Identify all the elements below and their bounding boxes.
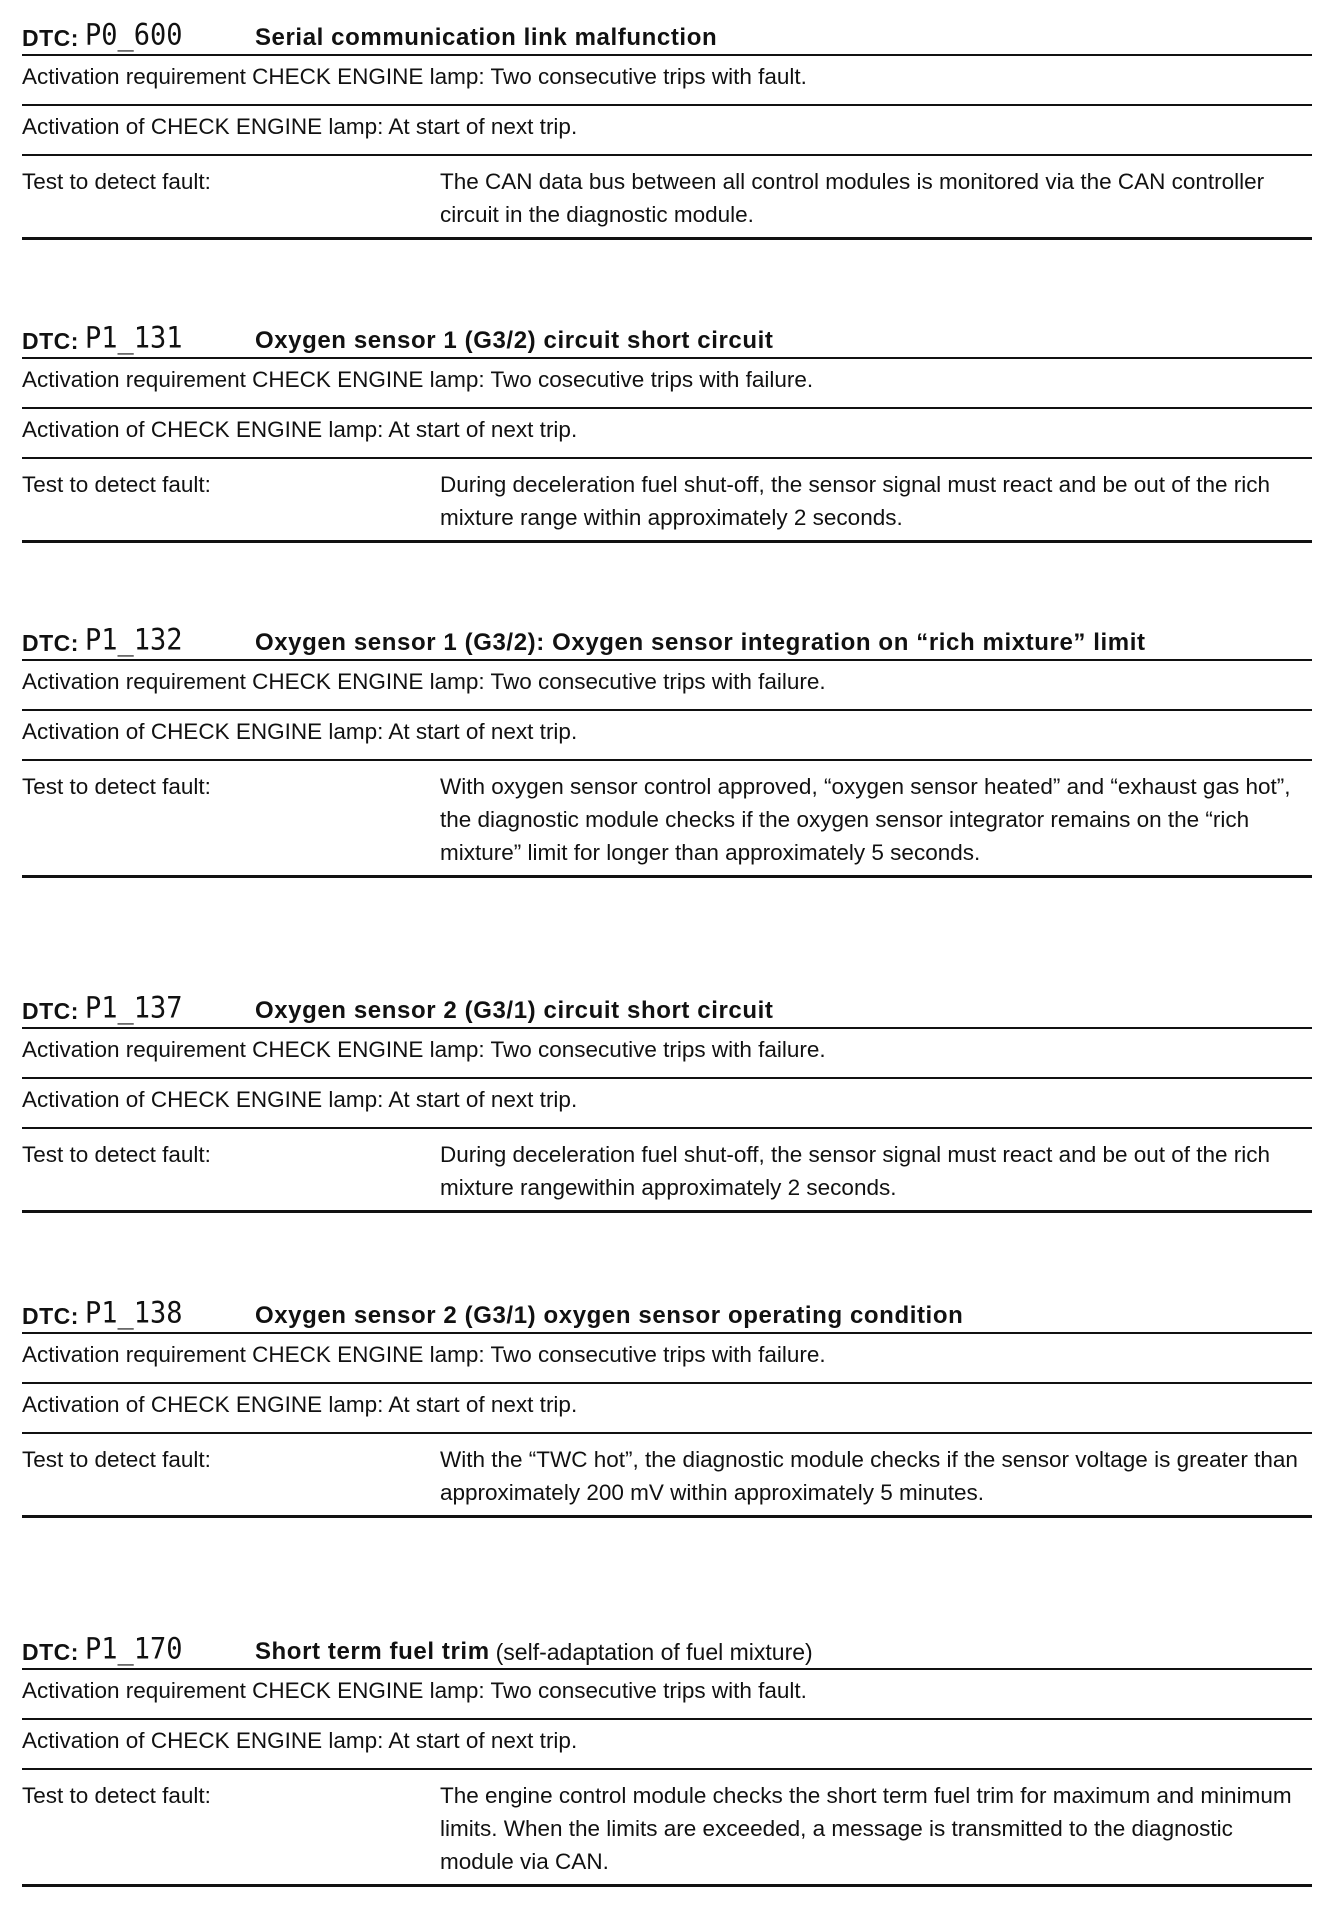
test-text: With oxygen sensor control approved, “oxygen sensor heated” and “exhaust gas hot”, the diagnostic module checks if the oxygen sensor integrator remains on the “rich mixture” limit for longer than approximately 5 seconds. [440,774,1291,865]
dtc-code: P1_131 [84,320,183,355]
dtc-label: DTC: [22,998,79,1024]
test-row [22,1129,1312,1213]
test-label: Test to detect fault: [22,1783,211,1808]
activation-requirement: Activation requirement CHECK ENGINE lamp: Two cosecutive trips with failure. [22,359,1312,409]
test-label: Test to detect fault: [22,1447,211,1472]
test-label: Test to detect fault: [22,1142,211,1167]
test-label: Test to detect fault: [22,472,211,497]
dtc-label: DTC: [22,1303,79,1329]
dtc-label: DTC: [22,630,79,656]
dtc-title: Oxygen sensor 1 (G3/2): Oxygen sensor integration on “rich mixture” limit [254,629,1146,656]
dtc-block [22,14,1312,240]
dtc-code: P0_600 [84,17,183,52]
dtc-label: DTC: [22,328,79,354]
dtc-header [22,619,1312,661]
test-text: During deceleration fuel shut-off, the sensor signal must react and be out of the rich mixture range within approximately 2 seconds. [440,472,1271,530]
dtc-title: Oxygen sensor 2 (G3/1) circuit short circuit [254,997,774,1024]
activation-requirement: Activation requirement CHECK ENGINE lamp: Two consecutive trips with failure. [22,661,1312,711]
dtc-header [22,14,1312,56]
dtc-title: Serial communication link malfunction [254,24,718,51]
test-row [22,1770,1312,1887]
dtc-header [22,317,1312,359]
dtc-title: Oxygen sensor 2 (G3/1) oxygen sensor operating condition [254,1302,964,1329]
dtc-block [22,619,1312,878]
dtc-header [22,1292,1312,1334]
dtc-code: P1_170 [84,1631,183,1666]
test-row [22,1434,1312,1518]
dtc-label: DTC: [22,25,79,51]
test-text: With the “TWC hot”, the diagnostic module checks if the sensor voltage is greater than approximately 200 mV within approximately 5 minutes. [440,1447,1298,1505]
dtc-header [22,987,1312,1029]
dtc-code: P1_137 [84,990,183,1025]
dtc-code: P1_132 [84,622,183,657]
activation-requirement: Activation requirement CHECK ENGINE lamp: Two consecutive trips with failure. [22,1029,1312,1079]
test-text: The CAN data bus between all control modules is monitored via the CAN controller circuit in the diagnostic module. [440,169,1265,227]
activation-lamp: Activation of CHECK ENGINE lamp: At start of next trip. [22,409,1312,459]
dtc-block [22,987,1312,1213]
activation-lamp: Activation of CHECK ENGINE lamp: At start of next trip. [22,1079,1312,1129]
activation-lamp: Activation of CHECK ENGINE lamp: At start of next trip. [22,106,1312,156]
activation-requirement: Activation requirement CHECK ENGINE lamp: Two consecutive trips with failure. [22,1334,1312,1384]
activation-requirement: Activation requirement CHECK ENGINE lamp: Two consecutive trips with fault. [22,1670,1312,1720]
dtc-block [22,317,1312,543]
dtc-block [22,1292,1312,1518]
activation-lamp: Activation of CHECK ENGINE lamp: At start of next trip. [22,711,1312,761]
test-row [22,156,1312,240]
dtc-block [22,1628,1312,1887]
activation-lamp: Activation of CHECK ENGINE lamp: At start of next trip. [22,1384,1312,1434]
dtc-title-extra: (self-adaptation of fuel mixture) [495,1639,813,1665]
dtc-label: DTC: [22,1639,79,1665]
activation-requirement: Activation requirement CHECK ENGINE lamp: Two consecutive trips with fault. [22,56,1312,106]
test-text: The engine control module checks the short term fuel trim for maximum and minimum limits. When the limits are exceeded, a message is transmitted to the diagnostic module via CAN. [440,1783,1292,1874]
test-label: Test to detect fault: [22,774,211,799]
dtc-title: Short term fuel trim [254,1638,490,1665]
test-row [22,761,1312,878]
test-text: During deceleration fuel shut-off, the sensor signal must react and be out of the rich mixture rangewithin approximately 2 seconds. [440,1142,1271,1200]
dtc-header [22,1628,1312,1670]
test-label: Test to detect fault: [22,169,211,194]
dtc-title: Oxygen sensor 1 (G3/2) circuit short circuit [254,327,774,354]
dtc-code: P1_138 [84,1295,183,1330]
activation-lamp: Activation of CHECK ENGINE lamp: At start of next trip. [22,1720,1312,1770]
test-row [22,459,1312,543]
